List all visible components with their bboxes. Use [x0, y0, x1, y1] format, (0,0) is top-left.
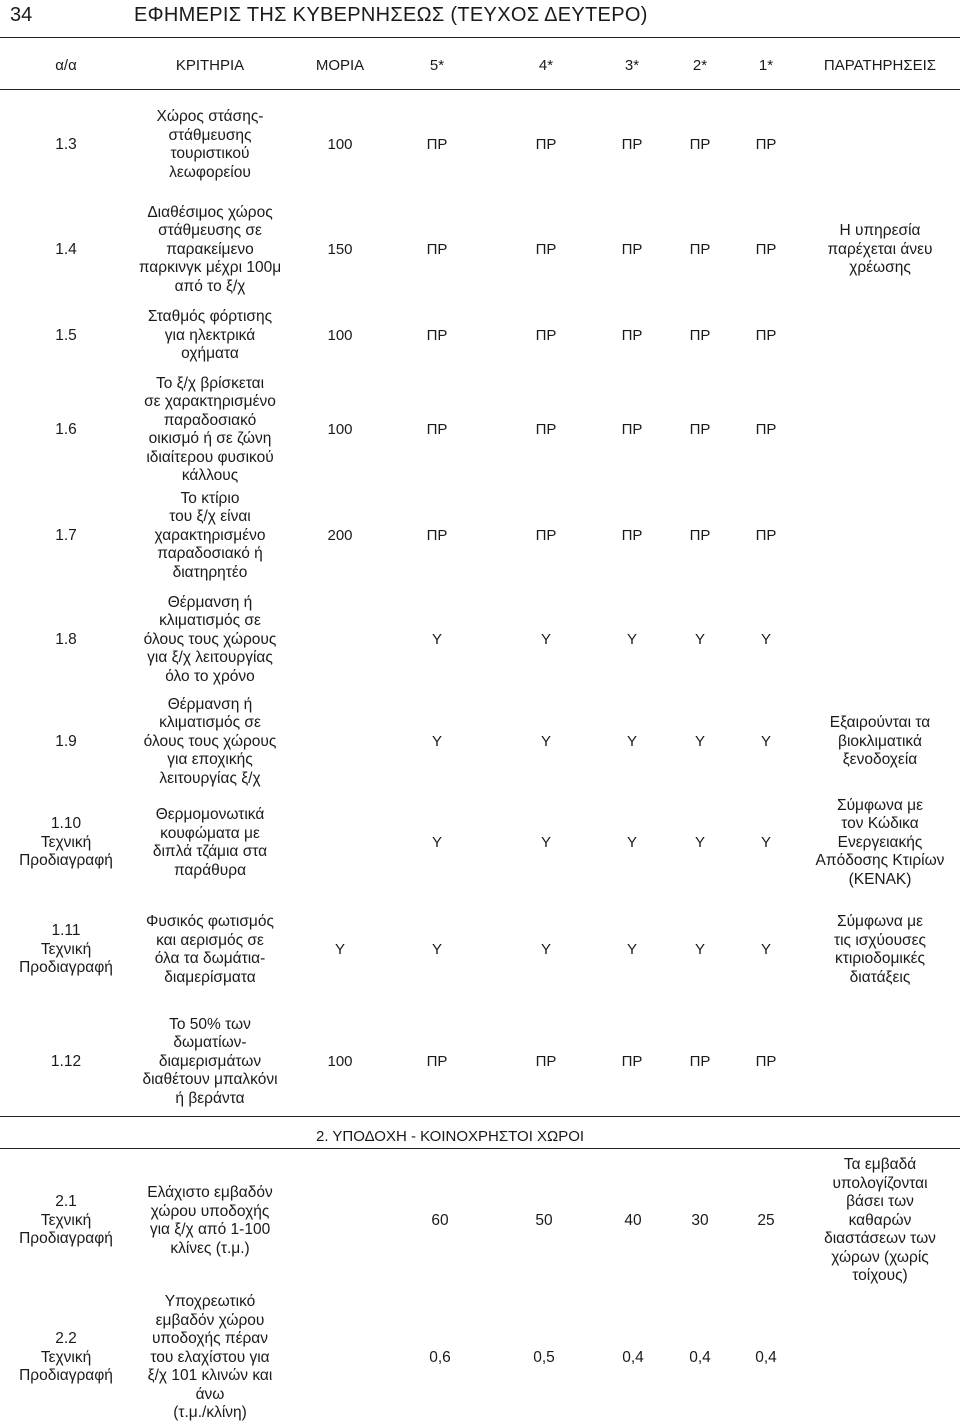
row-id: 1.6	[55, 420, 77, 438]
row-id: 1.7	[55, 526, 77, 544]
value-cell: ΠΡ	[621, 240, 643, 258]
column-header: 1*	[758, 57, 774, 74]
row-id: 2.2 Τεχνική Προδιαγραφή	[19, 1330, 113, 1385]
row-id: 1.12	[50, 1052, 82, 1070]
value-cell: Υ	[626, 732, 637, 750]
value-cell: 0,6	[429, 1348, 451, 1366]
value-cell: Υ	[431, 833, 442, 851]
value-cell: 0,4	[622, 1348, 644, 1366]
value-cell: Υ	[431, 940, 442, 958]
value-cell: Υ	[431, 732, 442, 750]
row-id: 1.10 Τεχνική Προδιαγραφή	[19, 815, 113, 870]
value-cell: ΠΡ	[535, 135, 557, 153]
row-separator	[0, 690, 960, 691]
value-cell: ΠΡ	[755, 526, 777, 544]
notes-cell: Τα εμβαδά υπολογίζονται βάσει των καθαρών διαστάσεων των χώρων (χωρίς τοίχους)	[824, 1156, 936, 1285]
value-cell: ΠΡ	[621, 526, 643, 544]
criteria-cell: Θέρμανση ή κλιματισμός σε όλους τους χώρους για ξ/χ λειτουργίας όλο το χρόνο	[143, 593, 277, 685]
value-cell: ΠΡ	[621, 135, 643, 153]
value-cell: 50	[535, 1211, 553, 1229]
row-separator	[0, 586, 960, 587]
row-separator	[0, 1000, 960, 1001]
value-cell: Υ	[540, 630, 551, 648]
criteria-cell: Θέρμανση ή κλιματισμός σε όλους τους χώρους για εποχικής λειτουργίας ξ/χ	[143, 695, 277, 787]
row-id: 2.1 Τεχνική Προδιαγραφή	[19, 1193, 113, 1248]
value-cell: Υ	[334, 940, 345, 958]
value-cell: ΠΡ	[426, 526, 448, 544]
table-rule	[0, 89, 960, 90]
notes-cell: Η υπηρεσία παρέχεται άνευ χρέωσης	[827, 222, 933, 277]
column-header: ΚΡΙΤΗΡΙΑ	[175, 57, 245, 74]
value-cell: 40	[624, 1211, 642, 1229]
row-id: 1.11 Τεχνική Προδιαγραφή	[19, 922, 113, 977]
value-cell: ΠΡ	[621, 326, 643, 344]
criteria-cell: Το ξ/χ βρίσκεται σε χαρακτηρισμένο παραδοσιακό οικισμό ή σε ζώνη ιδιαίτερου φυσικού κάλλους	[144, 374, 276, 484]
page-header-title: ΕΦΗΜΕΡΙΣ ΤΗΣ ΚΥΒΕΡΝΗΣΕΩΣ (ΤΕΥΧΟΣ ΔΕΥΤΕΡΟ)	[134, 4, 648, 26]
value-cell: Υ	[626, 833, 637, 851]
value-cell: ΠΡ	[689, 240, 711, 258]
value-cell: ΠΡ	[426, 326, 448, 344]
value-cell: ΠΡ	[689, 1052, 711, 1070]
section2-title: 2. ΥΠΟΔΟΧΗ - ΚΟΙΝΟΧΡΗΣΤΟΙ ΧΩΡΟΙ	[316, 1128, 585, 1145]
value-cell: ΠΡ	[426, 420, 448, 438]
row-separator	[0, 484, 960, 485]
column-header: ΜΟΡΙΑ	[315, 57, 365, 74]
value-cell: 100	[327, 326, 353, 344]
value-cell: Υ	[760, 732, 771, 750]
value-cell: ΠΡ	[755, 135, 777, 153]
criteria-cell: Φυσικός φωτισμός και αερισμός σε όλα τα δωμάτια- διαμερίσματα	[146, 913, 274, 986]
value-cell: ΠΡ	[535, 526, 557, 544]
value-cell: Υ	[760, 630, 771, 648]
value-cell: Υ	[694, 940, 705, 958]
criteria-cell: Το 50% των δωματίων- διαμερισμάτων διαθέτουν μπαλκόνι ή βεράντα	[142, 1015, 278, 1107]
criteria-cell: Σταθμός φόρτισης για ηλεκτρικά οχήματα	[147, 308, 273, 363]
criteria-cell: Θερμομονωτικά κουφώματα με διπλά τζάμια στα παράθυρα	[152, 806, 268, 879]
value-cell: Υ	[760, 940, 771, 958]
value-cell: Υ	[626, 940, 637, 958]
row-id: 1.8	[55, 630, 77, 648]
value-cell: ΠΡ	[621, 1052, 643, 1070]
value-cell: 0,5	[533, 1348, 555, 1366]
value-cell: ΠΡ	[535, 240, 557, 258]
value-cell: Υ	[694, 630, 705, 648]
row-separator	[0, 190, 960, 191]
criteria-cell: Το κτίριο του ξ/χ είναι χαρακτηρισμένο παραδοσιακό ή διατηρητέο	[154, 489, 266, 581]
value-cell: 100	[327, 135, 353, 153]
value-cell: ΠΡ	[426, 135, 448, 153]
column-header: 2*	[692, 57, 708, 74]
value-cell: 150	[327, 240, 353, 258]
value-cell: 30	[691, 1211, 709, 1229]
value-cell: Υ	[694, 833, 705, 851]
value-cell: Υ	[431, 630, 442, 648]
row-separator	[0, 370, 960, 371]
row-id: 1.9	[55, 732, 77, 750]
value-cell: ΠΡ	[755, 420, 777, 438]
value-cell: 100	[327, 420, 353, 438]
page-number: 34	[10, 4, 33, 26]
value-cell: ΠΡ	[755, 326, 777, 344]
row-separator	[0, 300, 960, 301]
value-cell: Υ	[540, 940, 551, 958]
value-cell: ΠΡ	[426, 1052, 448, 1070]
value-cell: ΠΡ	[689, 326, 711, 344]
value-cell: ΠΡ	[535, 420, 557, 438]
column-header: ΠΑΡΑΤΗΡΗΣΕΙΣ	[823, 57, 937, 74]
value-cell: ΠΡ	[535, 1052, 557, 1070]
value-cell: 60	[431, 1211, 449, 1229]
value-cell: ΠΡ	[755, 1052, 777, 1070]
value-cell: ΠΡ	[426, 240, 448, 258]
column-header: α/α	[55, 57, 77, 74]
value-cell: Υ	[760, 833, 771, 851]
value-cell: Υ	[540, 732, 551, 750]
column-header: 3*	[624, 57, 640, 74]
notes-cell: Σύμφωνα με τις ισχύουσες κτιριοδομικές διατάξεις	[833, 913, 926, 986]
value-cell: ΠΡ	[689, 420, 711, 438]
notes-cell: Εξαιρούνται τα βιοκλιματικά ξενοδοχεία	[829, 714, 931, 769]
value-cell: 0,4	[755, 1348, 777, 1366]
table-rule	[0, 37, 960, 38]
row-separator	[0, 894, 960, 895]
value-cell: ΠΡ	[621, 420, 643, 438]
criteria-cell: Διαθέσιμος χώρος στάθμευσης σε παρακείμενο παρκινγκ μέχρι 100μ από το ξ/χ	[138, 203, 282, 295]
notes-cell: Σύμφωνα με τον Κώδικα Ενεργειακής Απόδοσης Κτιρίων (ΚΕΝΑΚ)	[815, 796, 945, 888]
value-cell: 200	[327, 526, 353, 544]
row-separator	[0, 792, 960, 793]
criteria-cell: Υποχρεωτικό εμβαδόν χώρου υποδοχής πέραν του ελαχίστου για ξ/χ 101 κλινών και άνω (τ.μ./κλίνη)	[147, 1293, 273, 1422]
row-id: 1.3	[55, 135, 77, 153]
value-cell: ΠΡ	[689, 135, 711, 153]
value-cell: 25	[757, 1211, 775, 1229]
table-rule	[0, 1116, 960, 1117]
criteria-cell: Χώρος στάσης- στάθμευσης τουριστικού λεωφορείου	[156, 108, 264, 181]
value-cell: 100	[327, 1052, 353, 1070]
value-cell: ΠΡ	[689, 526, 711, 544]
value-cell: Υ	[540, 833, 551, 851]
column-header: 4*	[538, 57, 554, 74]
value-cell: 0,4	[689, 1348, 711, 1366]
value-cell: Υ	[694, 732, 705, 750]
value-cell: ΠΡ	[535, 326, 557, 344]
row-id: 1.4	[55, 240, 77, 258]
section2-rule	[0, 1148, 960, 1149]
column-header: 5*	[429, 57, 445, 74]
row-id: 1.5	[55, 326, 77, 344]
value-cell: ΠΡ	[755, 240, 777, 258]
criteria-cell: Ελάχιστο εμβαδόν χώρου υποδοχής για ξ/χ από 1-100 κλίνες (τ.μ.)	[147, 1184, 273, 1257]
value-cell: Υ	[626, 630, 637, 648]
